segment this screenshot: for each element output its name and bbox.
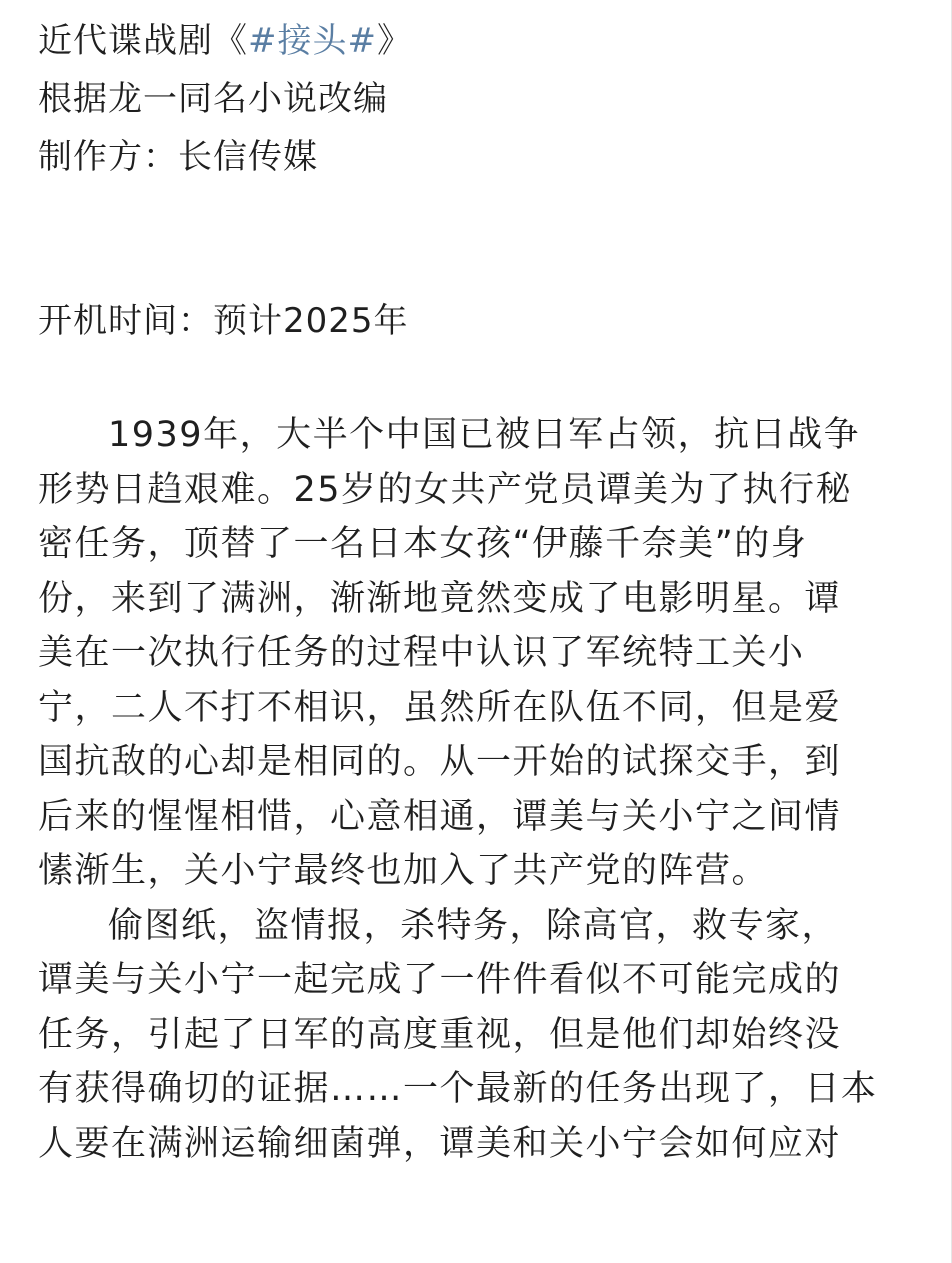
- synopsis-line: 1939年，大半个中国已被日军占领，抗日战争: [108, 415, 861, 455]
- schedule-line: 开机时间：预计2025年: [38, 301, 409, 341]
- synopsis-line: 后来的惺惺相惜，心意相通，谭美与关小宁之间情: [38, 796, 842, 837]
- hashtag-link[interactable]: #接头#: [248, 21, 377, 61]
- title-prefix: 近代谍战剧《: [38, 21, 248, 61]
- title-suffix: 》: [376, 21, 412, 61]
- synopsis-line: 谭美与关小宁一起完成了一件件看似不可能完成的: [38, 960, 842, 1000]
- synopsis-line: 人要在满洲运输细菌弹，谭美和关小宁会如何应对: [38, 1123, 842, 1164]
- synopsis-line: 份，来到了满洲，渐渐地竟然变成了电影明星。谭: [38, 578, 842, 619]
- synopsis: [38, 408, 908, 1171]
- synopsis-line: 宁，二人不打不相识，虽然所在队伍不同，但是爱: [38, 687, 842, 728]
- producer-line: 制作方：长信传媒: [38, 137, 318, 177]
- post-header: [38, 12, 918, 186]
- synopsis-line: 美在一次执行任务的过程中认识了军统特工关小: [38, 633, 805, 673]
- synopsis-line: 有获得确切的证据……一个最新的任务出现了，日本: [38, 1069, 878, 1109]
- synopsis-line: 愫渐生，关小宁最终也加入了共产党的阵营。: [38, 851, 769, 891]
- synopsis-line: 国抗敌的心却是相同的。从一开始的试探交手，到: [38, 742, 842, 782]
- post-title: [38, 12, 918, 70]
- synopsis-line: 偷图纸，盗情报，杀特务，除高官，救专家，: [108, 905, 839, 946]
- synopsis-line: 密任务，顶替了一名日本女孩“伊藤千奈美”的身: [38, 524, 808, 564]
- synopsis-line: 任务，引起了日军的高度重视，但是他们却始终没: [38, 1014, 842, 1055]
- source-line: 根据龙一同名小说改编: [38, 79, 388, 119]
- synopsis-line: 形势日趋艰难。25岁的女共产党员谭美为了执行秘: [38, 469, 853, 510]
